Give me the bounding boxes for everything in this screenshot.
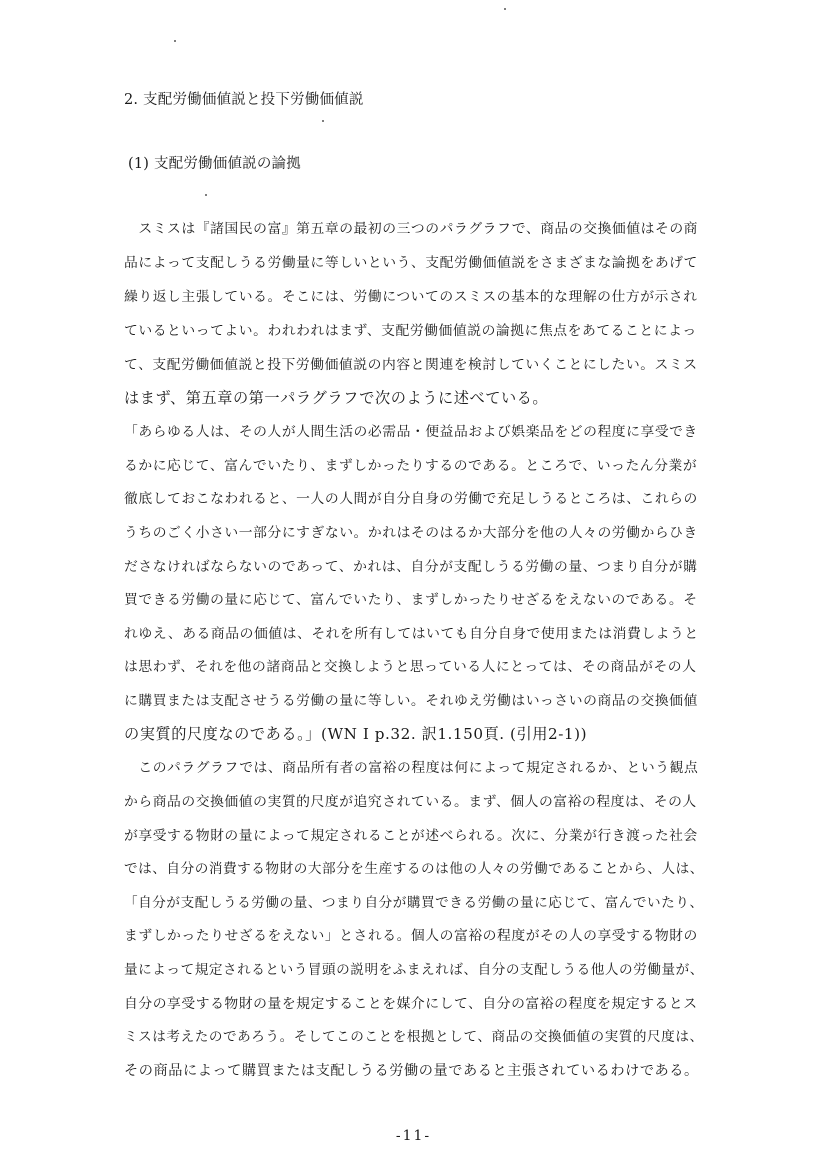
scan-speck — [504, 8, 506, 10]
body-line: 「自分が支配しうる労働の量、つまり自分が購買できる労働の量に応じて、富んでいたり、 — [124, 895, 704, 911]
body-line: このパラグラフでは、商品所有者の富裕の程度は何によって規定されるか、という観点 — [124, 760, 699, 776]
body-line: スミスは『諸国民の富』第五章の最初の三つのパラグラフで、商品の交換価値はその商 — [124, 221, 699, 237]
body-line: の実質的尺度なのである。」(WN I p.32. 訳1.150頁. (引用2-1)) — [124, 725, 588, 743]
scan-speck — [322, 120, 324, 122]
page-number: -11- — [395, 1128, 432, 1144]
body-line: その商品によって購買または支配しうる労働の量であると主張されているわけである。 — [124, 1063, 699, 1079]
scan-speck — [205, 194, 207, 196]
body-line: から商品の交換価値の実質的尺度が追究されている。まず、個人の富裕の程度は、その人 — [124, 794, 697, 810]
body-line: は思わず、それを他の諸商品と交換しようと思っている人にとっては、その商品がその人 — [124, 659, 697, 675]
body-line: 「あらゆる人は、その人が人間生活の必需品・便益品および娯楽品をどの程度に享受でき — [124, 424, 698, 440]
body-line: 徹底しておこなわれると、一人の人間が自分自身の労働で充足しうるところは、これらの — [124, 491, 698, 507]
body-line: では、自分の消費する物財の大部分を生産するのは他の人々の労働であることから、人は、 — [124, 861, 704, 877]
body-line: 繰り返し主張している。そこには、労働についてのスミスの基本的な理解の仕方が示され — [124, 289, 698, 305]
body-line: はまず、第五章の第一パラグラフで次のように述べている。 — [124, 389, 549, 407]
body-line: まずしかったりせざるをえない」とされる。個人の富裕の程度がその人の享受する物財の — [124, 928, 698, 944]
body-line: て、支配労働価値説と投下労働価値説の内容と関連を検討していくことにしたい。スミス — [124, 357, 698, 373]
section-heading: 2. 支配労働価値説と投下労働価値説 — [124, 92, 364, 108]
body-line: が享受する物財の量によって規定されることが述べられる。次に、分業が行き渡った社会 — [124, 828, 698, 844]
body-line: ミスは考えたのであろう。そしてこのことを根拠として、商品の交換価値の実質的尺度は、 — [124, 1029, 704, 1045]
body-line: ているといってよい。われわれはまず、支配労働価値説の論拠に焦点をあてることによっ — [124, 323, 697, 339]
body-line: 品によって支配しうる労働量に等しいという、支配労働価値説をさまざまな論拠をあげて — [124, 255, 698, 271]
body-line: るかに応じて、富んでいたり、まずしかったりするのである。ところで、いったん分業が — [124, 458, 698, 474]
body-line: れゆえ、ある商品の価値は、それを所有してはいても自分自身で使用または消費しようと — [124, 626, 699, 642]
body-line: 自分の享受する物財の量を規定することを媒介にして、自分の富裕の程度を規定するとス — [124, 996, 698, 1012]
body-line: に購買または支配させうる労働の量に等しい。それゆえ労働はいっさいの商品の交換価値 — [124, 693, 698, 709]
subsection-heading: (1) 支配労働価値説の論拠 — [128, 156, 301, 172]
body-line: 買できる労働の量に応じて、富んでいたり、まずしかったりせざるをえないのである。そ — [124, 592, 698, 608]
body-line: 量によって規定されるという冒頭の説明をふまえれば、自分の支配しうる他人の労働量が、 — [124, 962, 704, 978]
scan-speck — [174, 40, 176, 42]
body-line: ださなければならないのであって、かれは、自分が支配しうる労働の量、つまり自分が購 — [124, 559, 698, 575]
body-line: うちのごく小さい一部分にすぎない。かれはそのはるか大部分を他の人々の労働からひき — [124, 525, 698, 541]
